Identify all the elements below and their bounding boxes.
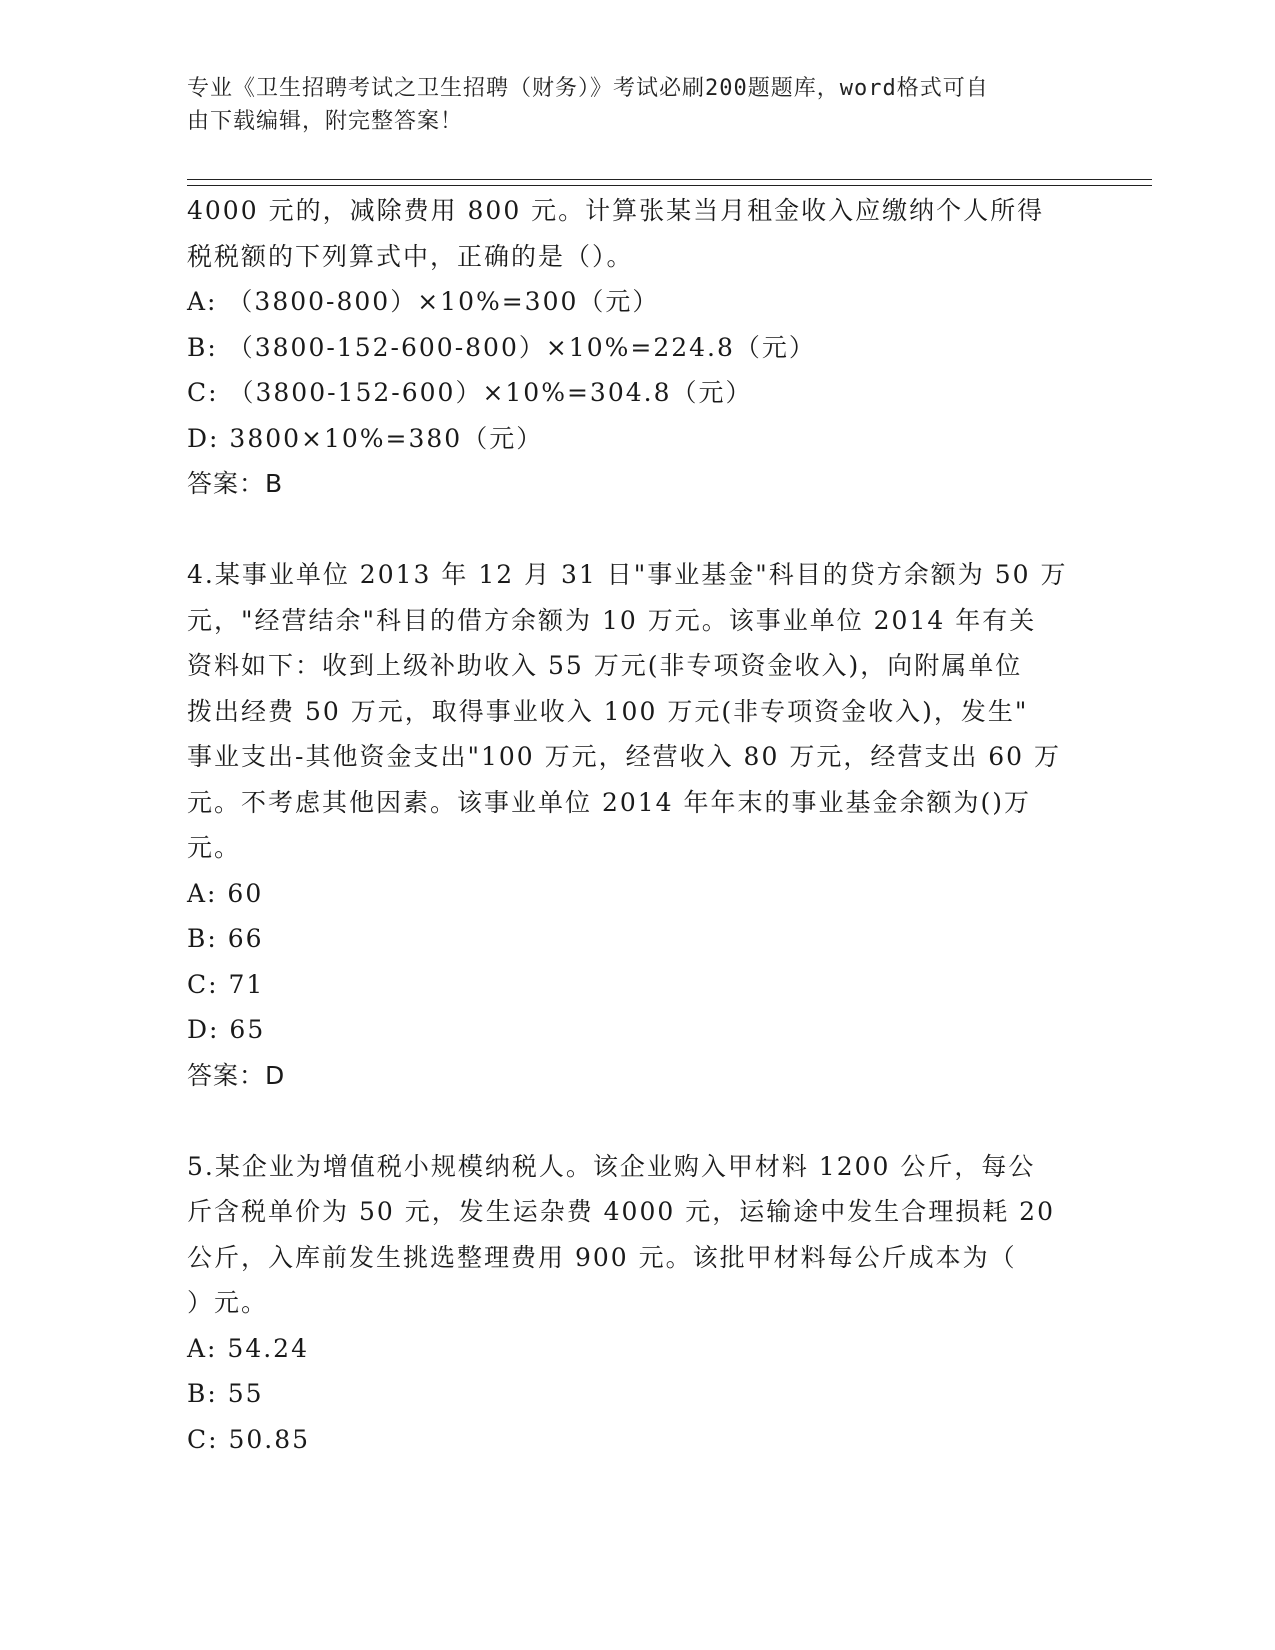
question-stem-line: 元，"经营结余"科目的借方余额为 10 万元。该事业单位 2014 年有关 [187,605,1037,635]
question-spacer [187,507,1077,553]
question-4 [187,552,1077,1098]
option-a: A: 60 [187,878,264,908]
header-title-line-1: 专业《卫生招聘考试之卫生招聘（财务）》考试必刷200题题库，word格式可自 [187,76,989,101]
question-stem-line: 4.某事业单位 2013 年 12 月 31 日"事业基金"科目的贷方余额为 50 万 [187,560,1068,589]
question-stem-line: ）元。 [187,1288,269,1317]
question-stem-line: 5.某企业为增值税小规模纳税人。该企业购入甲材料 1200 公斤，每公 [187,1151,1036,1181]
question-stem-line: 资料如下：收到上级补助收入 55 万元(非专项资金收入)，向附属单位 [187,651,1023,680]
header-divider-bottom [187,185,1152,186]
header-divider-top [187,179,1152,180]
option-c: C: （3800-152-600）×10%=304.8（元） [187,378,753,407]
option-d: D: 65 [187,1015,266,1044]
question-stem-line: 元。不考虑其他因素。该事业单位 2014 年年末的事业基金余额为()万 [187,787,1032,817]
question-stem-line: 4000 元的，减除费用 800 元。计算张某当月租金收入应缴纳个人所得 [187,196,1045,225]
option-d: D: 3800×10%=380（元） [187,423,544,453]
question-content [187,188,1077,1462]
option-a: A: （3800-800）×10%=300（元） [187,287,660,316]
answer-line: 答案：B [187,469,284,498]
question-5 [187,1144,1077,1463]
question-stem-line: 斤含税单价为 50 元，发生运杂费 4000 元，运输途中发生合理损耗 20 [187,1197,1055,1226]
question-stem-line: 税税额的下列算式中，正确的是（）。 [187,241,634,271]
answer-line: 答案：D [187,1060,286,1090]
option-a: A: 54.24 [187,1333,309,1363]
option-b: B: 66 [187,924,264,953]
option-c: C: 71 [187,969,265,999]
question-stem-line: 拨出经费 50 万元，取得事业收入 100 万元(非专项资金收入)，发生" [187,696,1029,726]
question-3 [187,188,1077,507]
question-stem-line: 事业支出-其他资金支出"100 万元，经营收入 80 万元，经营支出 60 万 [187,742,1062,771]
page-header [187,72,1067,138]
option-b: B: （3800-152-600-800）×10%=224.8（元） [187,332,816,362]
question-stem-line: 元。 [187,833,242,862]
question-stem-line: 公斤，入库前发生挑选整理费用 900 元。该批甲材料每公斤成本为（ [187,1242,1017,1272]
header-title-line-2: 由下载编辑，附完整答案！ [187,109,464,134]
question-spacer [187,1098,1077,1144]
option-b: B: 55 [187,1379,264,1408]
option-c: C: 50.85 [187,1424,311,1454]
